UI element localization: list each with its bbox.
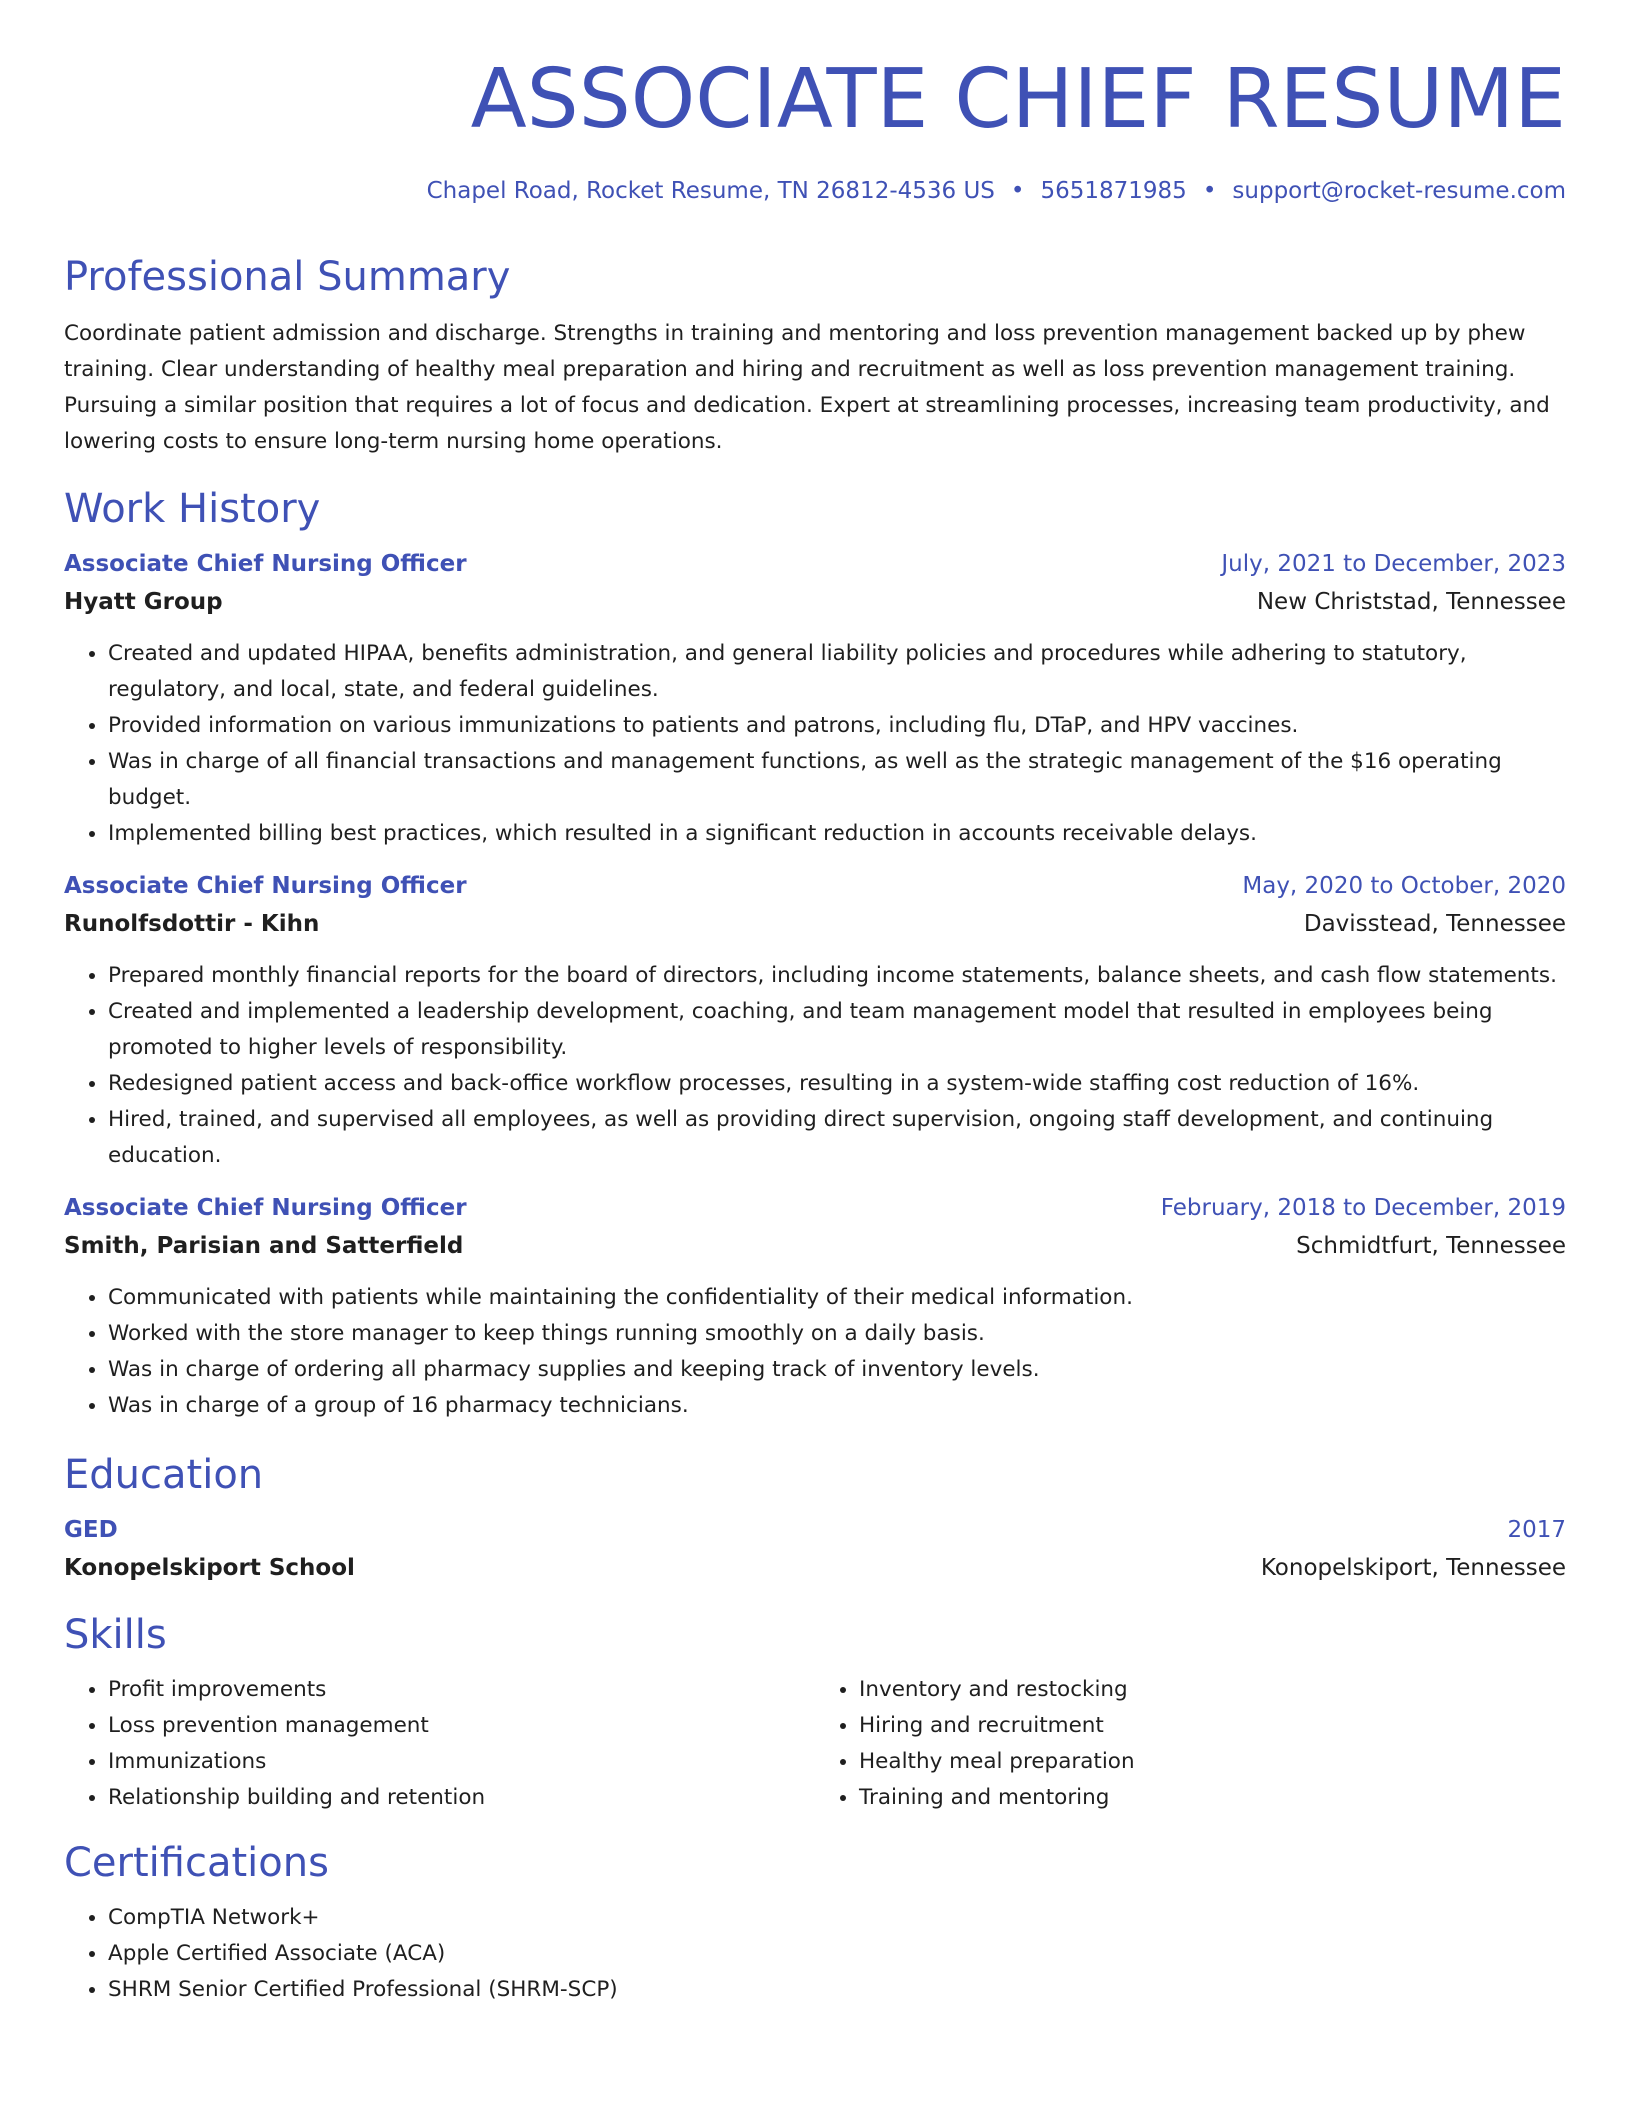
job-location: Davisstead, Tennessee <box>1303 911 1566 937</box>
section-heading: Education <box>64 1452 264 1498</box>
job-entry <box>64 868 1566 1174</box>
list-item: • Was in charge of all financial transactions and management functions, as well as the strategic management of the $16 operating budget. <box>108 744 1566 816</box>
skills-list-right <box>815 1672 1566 1816</box>
skills-section <box>64 1610 1566 1816</box>
skills-grid <box>64 1660 1566 1816</box>
list-item: • Created and implemented a leadership development, coaching, and team management model that resulted in employees being promoted to higher levels of responsibility. <box>108 994 1566 1066</box>
list-item: • Immunizations <box>108 1744 815 1780</box>
company-name: Smith, Parisian and Satterfield <box>64 1233 464 1259</box>
job-title: Associate Chief Nursing Officer <box>64 1195 467 1221</box>
list-item: • Training and mentoring <box>859 1780 1566 1816</box>
education-section <box>64 1450 1566 1588</box>
list-item: • Healthy meal preparation <box>859 1744 1566 1780</box>
list-item: • SHRM Senior Certified Professional (SHRM-SCP) <box>108 1972 1566 2008</box>
certifications-section <box>64 1838 1566 2008</box>
job-location: Schmidtfurt, Tennessee <box>1296 1233 1566 1259</box>
job-title: Associate Chief Nursing Officer <box>64 551 467 577</box>
list-item: • Redesigned patient access and back-office workflow processes, resulting in a system-wide staffing cost reduction of 16%. <box>108 1066 1566 1102</box>
company-name: Hyatt Group <box>64 589 223 615</box>
job-title: Associate Chief Nursing Officer <box>64 873 467 899</box>
skills-list-left <box>64 1672 815 1816</box>
list-item: • Inventory and restocking <box>859 1672 1566 1708</box>
list-item: • Apple Certified Associate (ACA) <box>108 1936 1566 1972</box>
education-year: 2017 <box>1507 1517 1566 1543</box>
list-item: • CompTIA Network+ <box>108 1900 1566 1936</box>
job-entry <box>64 1190 1566 1424</box>
list-item: • Was in charge of ordering all pharmacy supplies and keeping track of inventory levels. <box>108 1352 1566 1388</box>
job-dates: May, 2020 to October, 2020 <box>1242 873 1566 899</box>
section-heading: Professional Summary <box>64 254 511 300</box>
work-history-section <box>64 484 1566 1424</box>
resume-page <box>64 50 1566 2008</box>
list-item: • Prepared monthly financial reports for the board of directors, including income statements, balance sheets, and cash flow statements. <box>108 958 1566 994</box>
certifications-list <box>64 1900 1566 2008</box>
job-bullets <box>64 636 1566 852</box>
section-heading: Work History <box>64 486 321 532</box>
job-dates: February, 2018 to December, 2019 <box>1160 1195 1566 1221</box>
list-item: • Profit improvements <box>108 1672 815 1708</box>
section-heading: Certifications <box>64 1840 329 1886</box>
section-heading: Skills <box>64 1612 167 1658</box>
job-entry <box>64 546 1566 852</box>
job-location: New Christstad, Tennessee <box>1256 589 1566 615</box>
list-item: • Created and updated HIPAA, benefits administration, and general liability policies and procedures while adhering to statutory, regulatory, and local, state, and federal guidelines. <box>108 636 1566 708</box>
list-item: • Loss prevention management <box>108 1708 815 1744</box>
job-bullets <box>64 958 1566 1174</box>
contact-phone: 5651871985 <box>1040 178 1187 204</box>
list-item: • Implemented billing best practices, which resulted in a significant reduction in accounts receivable delays. <box>108 816 1566 852</box>
school-location: Konopelskiport, Tennessee <box>1260 1555 1566 1581</box>
list-item: • Relationship building and retention <box>108 1780 815 1816</box>
contact-address: Chapel Road, Rocket Resume, TN 26812-4536 US <box>426 178 995 204</box>
contact-separator: • <box>1202 178 1217 204</box>
resume-title: ASSOCIATE CHIEF RESUME <box>470 52 1566 147</box>
company-name: Runolfsdottir - Kihn <box>64 911 320 937</box>
school-name: Konopelskiport School <box>64 1555 355 1581</box>
contact-separator: • <box>1010 178 1025 204</box>
job-bullets <box>64 1280 1566 1424</box>
list-item: • Hiring and recruitment <box>859 1708 1566 1744</box>
summary-section <box>64 252 1566 460</box>
list-item: • Communicated with patients while maintaining the confidentiality of their medical information. <box>108 1280 1566 1316</box>
summary-text: Coordinate patient admission and discharge. Strengths in training and mentoring and loss prevention management backed up by phew training. Clear understanding of healthy meal preparation and hiring and recruitment as well as loss prevention management training. Pursuing a similar position that requires a lot of focus and dedication. Expert at streamlining processes, increasing team productivity, and lowering costs to ensure long-term nursing home operations. <box>64 321 1550 454</box>
job-dates: July, 2021 to December, 2023 <box>1221 551 1566 577</box>
list-item: • Provided information on various immunizations to patients and patrons, including flu, DTaP, and HPV vaccines. <box>108 708 1566 744</box>
list-item: • Hired, trained, and supervised all employees, as well as providing direct supervision, ongoing staff development, and continuing education. <box>108 1102 1566 1174</box>
list-item: • Was in charge of a group of 16 pharmacy technicians. <box>108 1388 1566 1424</box>
contact-line <box>64 176 1566 206</box>
degree-name: GED <box>64 1517 118 1543</box>
list-item: • Worked with the store manager to keep things running smoothly on a daily basis. <box>108 1316 1566 1352</box>
contact-email: support@rocket-resume.com <box>1232 178 1566 204</box>
